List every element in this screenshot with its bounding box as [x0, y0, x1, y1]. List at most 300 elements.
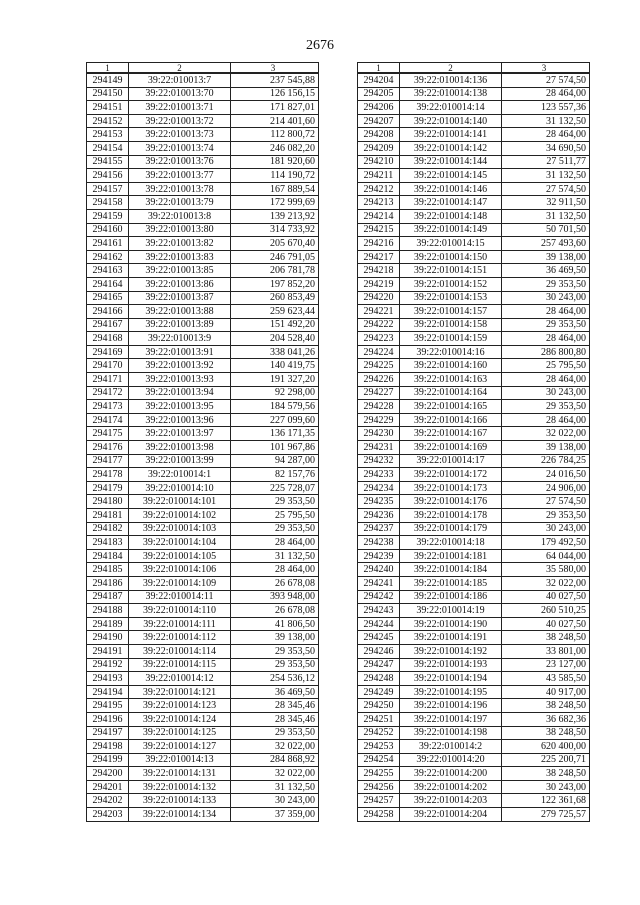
cadastral-number-cell: 39:22:010014:123 [129, 699, 231, 713]
value-cell: 393 948,00 [231, 590, 319, 604]
header-row [358, 63, 590, 74]
value-cell: 28 464,00 [502, 305, 590, 319]
row-number-cell: 294166 [87, 305, 129, 319]
cadastral-number-cell: 39:22:010013:92 [129, 359, 231, 373]
value-cell: 126 156,15 [231, 87, 319, 101]
cadastral-number-cell: 39:22:010014:159 [400, 332, 502, 346]
cadastral-number-cell: 39:22:010014:17 [400, 454, 502, 468]
cadastral-number-cell: 39:22:010013:76 [129, 155, 231, 169]
table-row [87, 468, 319, 482]
cadastral-number-cell: 39:22:010013:99 [129, 454, 231, 468]
table-body [358, 73, 590, 821]
table-row [358, 114, 590, 128]
cadastral-number-cell: 39:22:010014:121 [129, 685, 231, 699]
cadastral-number-cell: 39:22:010014:195 [400, 685, 502, 699]
cadastral-number-cell: 39:22:010014:152 [400, 277, 502, 291]
table-row [87, 576, 319, 590]
value-cell: 27 574,50 [502, 73, 590, 87]
table-row [358, 726, 590, 740]
value-cell: 184 579,56 [231, 400, 319, 414]
cadastral-number-cell: 39:22:010014:104 [129, 536, 231, 550]
table-row [358, 468, 590, 482]
table-row [87, 631, 319, 645]
table-row [87, 223, 319, 237]
cadastral-number-cell: 39:22:010014:141 [400, 128, 502, 142]
row-number-cell: 294170 [87, 359, 129, 373]
table-row [358, 182, 590, 196]
value-cell: 260 510,25 [502, 604, 590, 618]
cadastral-number-cell: 39:22:010014:163 [400, 373, 502, 387]
row-number-cell: 294258 [358, 808, 400, 822]
row-number-cell: 294250 [358, 699, 400, 713]
row-number-cell: 294213 [358, 196, 400, 210]
row-number-cell: 294246 [358, 644, 400, 658]
table-row [87, 441, 319, 455]
row-number-cell: 294252 [358, 726, 400, 740]
value-cell: 29 353,50 [502, 400, 590, 414]
row-number-cell: 294208 [358, 128, 400, 142]
row-number-cell: 294203 [87, 808, 129, 822]
row-number-cell: 294168 [87, 332, 129, 346]
row-number-cell: 294185 [87, 563, 129, 577]
cadastral-number-cell: 39:22:010014:185 [400, 576, 502, 590]
row-number-cell: 294178 [87, 468, 129, 482]
row-number-cell: 294163 [87, 264, 129, 278]
cadastral-number-cell: 39:22:010014:202 [400, 780, 502, 794]
table-row [87, 522, 319, 536]
row-number-cell: 294225 [358, 359, 400, 373]
cadastral-number-cell: 39:22:010014:19 [400, 604, 502, 618]
table-row [358, 644, 590, 658]
column-header: 3 [502, 63, 590, 74]
table-row [358, 87, 590, 101]
row-number-cell: 294231 [358, 441, 400, 455]
table-row [87, 318, 319, 332]
value-cell: 40 027,50 [502, 590, 590, 604]
cadastral-number-cell: 39:22:010014:147 [400, 196, 502, 210]
value-cell: 246 791,05 [231, 250, 319, 264]
row-number-cell: 294209 [358, 141, 400, 155]
row-number-cell: 294177 [87, 454, 129, 468]
value-cell: 41 806,50 [231, 617, 319, 631]
value-cell: 225 728,07 [231, 481, 319, 495]
table-row [87, 604, 319, 618]
value-cell: 92 298,00 [231, 386, 319, 400]
row-number-cell: 294192 [87, 658, 129, 672]
cadastral-number-cell: 39:22:010014:18 [400, 536, 502, 550]
table-row [358, 712, 590, 726]
value-cell: 30 243,00 [502, 386, 590, 400]
cadastral-number-cell: 39:22:010013:96 [129, 413, 231, 427]
table-row [358, 101, 590, 115]
value-cell: 179 492,50 [502, 536, 590, 550]
value-cell: 31 132,50 [502, 169, 590, 183]
row-number-cell: 294167 [87, 318, 129, 332]
row-number-cell: 294223 [358, 332, 400, 346]
value-cell: 338 041,26 [231, 345, 319, 359]
cadastral-number-cell: 39:22:010014:173 [400, 481, 502, 495]
table-row [358, 604, 590, 618]
value-cell: 171 827,01 [231, 101, 319, 115]
value-cell: 197 852,20 [231, 277, 319, 291]
cadastral-number-cell: 39:22:010013:85 [129, 264, 231, 278]
cadastral-number-cell: 39:22:010014:176 [400, 495, 502, 509]
table-row [87, 658, 319, 672]
table-row [358, 631, 590, 645]
table-row [358, 223, 590, 237]
row-number-cell: 294245 [358, 631, 400, 645]
value-cell: 29 353,50 [231, 644, 319, 658]
cadastral-number-cell: 39:22:010014:179 [400, 522, 502, 536]
row-number-cell: 294199 [87, 753, 129, 767]
value-cell: 112 800,72 [231, 128, 319, 142]
table-row [358, 332, 590, 346]
table-row [87, 128, 319, 142]
value-cell: 29 353,50 [231, 522, 319, 536]
cadastral-number-cell: 39:22:010013:7 [129, 73, 231, 87]
table-row [358, 522, 590, 536]
table-row [358, 264, 590, 278]
value-cell: 27 574,50 [502, 495, 590, 509]
row-number-cell: 294204 [358, 73, 400, 87]
value-cell: 32 022,00 [231, 740, 319, 754]
value-cell: 28 464,00 [502, 332, 590, 346]
cadastral-number-cell: 39:22:010014:10 [129, 481, 231, 495]
table-row [358, 209, 590, 223]
row-number-cell: 294256 [358, 780, 400, 794]
cadastral-number-cell: 39:22:010013:73 [129, 128, 231, 142]
cadastral-number-cell: 39:22:010014:115 [129, 658, 231, 672]
cadastral-number-cell: 39:22:010013:70 [129, 87, 231, 101]
cadastral-number-cell: 39:22:010014:178 [400, 509, 502, 523]
registry-table-left [86, 62, 319, 822]
cadastral-number-cell: 39:22:010014:144 [400, 155, 502, 169]
table-row [87, 808, 319, 822]
value-cell: 167 889,54 [231, 182, 319, 196]
table-row [358, 305, 590, 319]
cadastral-number-cell: 39:22:010014:165 [400, 400, 502, 414]
value-cell: 36 469,50 [231, 685, 319, 699]
cadastral-number-cell: 39:22:010014:181 [400, 549, 502, 563]
cadastral-number-cell: 39:22:010014:105 [129, 549, 231, 563]
cadastral-number-cell: 39:22:010014:13 [129, 753, 231, 767]
table-row [87, 617, 319, 631]
row-number-cell: 294154 [87, 141, 129, 155]
cadastral-number-cell: 39:22:010014:124 [129, 712, 231, 726]
cadastral-number-cell: 39:22:010014:103 [129, 522, 231, 536]
table-row [87, 332, 319, 346]
row-number-cell: 294160 [87, 223, 129, 237]
value-cell: 226 784,25 [502, 454, 590, 468]
value-cell: 35 580,00 [502, 563, 590, 577]
value-cell: 279 725,57 [502, 808, 590, 822]
cadastral-number-cell: 39:22:010014:111 [129, 617, 231, 631]
cadastral-number-cell: 39:22:010014:142 [400, 141, 502, 155]
row-number-cell: 294176 [87, 441, 129, 455]
table-row [87, 413, 319, 427]
cadastral-number-cell: 39:22:010014:192 [400, 644, 502, 658]
table-row [87, 73, 319, 87]
value-cell: 139 213,92 [231, 209, 319, 223]
table-row [358, 808, 590, 822]
row-number-cell: 294174 [87, 413, 129, 427]
value-cell: 237 545,88 [231, 73, 319, 87]
table-row [87, 481, 319, 495]
value-cell: 314 733,92 [231, 223, 319, 237]
table-row [358, 685, 590, 699]
value-cell: 259 623,44 [231, 305, 319, 319]
value-cell: 29 353,50 [231, 495, 319, 509]
row-number-cell: 294210 [358, 155, 400, 169]
table-row [87, 277, 319, 291]
row-number-cell: 294201 [87, 780, 129, 794]
table-row [358, 780, 590, 794]
row-number-cell: 294235 [358, 495, 400, 509]
value-cell: 39 138,00 [502, 441, 590, 455]
row-number-cell: 294173 [87, 400, 129, 414]
cadastral-number-cell: 39:22:010013:77 [129, 169, 231, 183]
table-row [358, 794, 590, 808]
table-row [87, 101, 319, 115]
value-cell: 29 353,50 [231, 726, 319, 740]
value-cell: 24 906,00 [502, 481, 590, 495]
row-number-cell: 294241 [358, 576, 400, 590]
cadastral-number-cell: 39:22:010014:12 [129, 672, 231, 686]
row-number-cell: 294189 [87, 617, 129, 631]
value-cell: 94 287,00 [231, 454, 319, 468]
table-row [87, 359, 319, 373]
value-cell: 28 464,00 [502, 128, 590, 142]
table-row [358, 699, 590, 713]
value-cell: 30 243,00 [231, 794, 319, 808]
row-number-cell: 294212 [358, 182, 400, 196]
row-number-cell: 294251 [358, 712, 400, 726]
row-number-cell: 294216 [358, 237, 400, 251]
cadastral-number-cell: 39:22:010014:149 [400, 223, 502, 237]
table-row [358, 291, 590, 305]
cadastral-number-cell: 39:22:010013:82 [129, 237, 231, 251]
cadastral-number-cell: 39:22:010014:148 [400, 209, 502, 223]
row-number-cell: 294186 [87, 576, 129, 590]
value-cell: 31 132,50 [231, 780, 319, 794]
value-cell: 39 138,00 [231, 631, 319, 645]
row-number-cell: 294202 [87, 794, 129, 808]
row-number-cell: 294188 [87, 604, 129, 618]
value-cell: 40 917,00 [502, 685, 590, 699]
table-row [87, 753, 319, 767]
row-number-cell: 294184 [87, 549, 129, 563]
value-cell: 43 585,50 [502, 672, 590, 686]
value-cell: 28 464,00 [231, 563, 319, 577]
value-cell: 214 401,60 [231, 114, 319, 128]
table-row [87, 305, 319, 319]
table-row [87, 345, 319, 359]
value-cell: 191 327,20 [231, 373, 319, 387]
table-row [358, 155, 590, 169]
row-number-cell: 294226 [358, 373, 400, 387]
table-row [358, 481, 590, 495]
value-cell: 39 138,00 [502, 250, 590, 264]
value-cell: 82 157,76 [231, 468, 319, 482]
cadastral-number-cell: 39:22:010014:191 [400, 631, 502, 645]
cadastral-number-cell: 39:22:010014:184 [400, 563, 502, 577]
cadastral-number-cell: 39:22:010014:11 [129, 590, 231, 604]
value-cell: 286 800,80 [502, 345, 590, 359]
row-number-cell: 294232 [358, 454, 400, 468]
row-number-cell: 294156 [87, 169, 129, 183]
row-number-cell: 294190 [87, 631, 129, 645]
row-number-cell: 294179 [87, 481, 129, 495]
column-header: 1 [358, 63, 400, 74]
value-cell: 28 464,00 [502, 413, 590, 427]
cadastral-number-cell: 39:22:010014:145 [400, 169, 502, 183]
value-cell: 122 361,68 [502, 794, 590, 808]
cadastral-number-cell: 39:22:010014:167 [400, 427, 502, 441]
table-row [358, 767, 590, 781]
table-row [87, 590, 319, 604]
table-row [358, 549, 590, 563]
value-cell: 28 464,00 [502, 87, 590, 101]
table-row [358, 400, 590, 414]
table-row [358, 576, 590, 590]
table-row [87, 699, 319, 713]
value-cell: 151 492,20 [231, 318, 319, 332]
value-cell: 28 345,46 [231, 712, 319, 726]
table-row [87, 454, 319, 468]
value-cell: 620 400,00 [502, 740, 590, 754]
row-number-cell: 294224 [358, 345, 400, 359]
row-number-cell: 294217 [358, 250, 400, 264]
row-number-cell: 294180 [87, 495, 129, 509]
value-cell: 30 243,00 [502, 780, 590, 794]
value-cell: 114 190,72 [231, 169, 319, 183]
registry-table-right [357, 62, 590, 822]
cadastral-number-cell: 39:22:010014:15 [400, 237, 502, 251]
value-cell: 33 801,00 [502, 644, 590, 658]
cadastral-number-cell: 39:22:010013:91 [129, 345, 231, 359]
row-number-cell: 294249 [358, 685, 400, 699]
row-number-cell: 294182 [87, 522, 129, 536]
cadastral-number-cell: 39:22:010014:158 [400, 318, 502, 332]
cadastral-number-cell: 39:22:010014:153 [400, 291, 502, 305]
value-cell: 24 016,50 [502, 468, 590, 482]
cadastral-number-cell: 39:22:010014:20 [400, 753, 502, 767]
value-cell: 30 243,00 [502, 291, 590, 305]
row-number-cell: 294198 [87, 740, 129, 754]
value-cell: 23 127,00 [502, 658, 590, 672]
table-row [87, 114, 319, 128]
table-row [87, 740, 319, 754]
table-row [358, 169, 590, 183]
table-row [87, 563, 319, 577]
value-cell: 205 670,40 [231, 237, 319, 251]
header-row [87, 63, 319, 74]
table-row [87, 400, 319, 414]
cadastral-number-cell: 39:22:010014:194 [400, 672, 502, 686]
table-row [358, 128, 590, 142]
value-cell: 31 132,50 [502, 114, 590, 128]
value-cell: 29 353,50 [502, 277, 590, 291]
value-cell: 38 248,50 [502, 767, 590, 781]
value-cell: 27 511,77 [502, 155, 590, 169]
value-cell: 204 528,40 [231, 332, 319, 346]
value-cell: 225 200,71 [502, 753, 590, 767]
cadastral-number-cell: 39:22:010014:112 [129, 631, 231, 645]
row-number-cell: 294200 [87, 767, 129, 781]
cadastral-number-cell: 39:22:010013:93 [129, 373, 231, 387]
row-number-cell: 294238 [358, 536, 400, 550]
table-row [358, 441, 590, 455]
cadastral-number-cell: 39:22:010014:146 [400, 182, 502, 196]
table-row [358, 427, 590, 441]
row-number-cell: 294237 [358, 522, 400, 536]
value-cell: 36 682,36 [502, 712, 590, 726]
cadastral-number-cell: 39:22:010014:204 [400, 808, 502, 822]
row-number-cell: 294152 [87, 114, 129, 128]
row-number-cell: 294164 [87, 277, 129, 291]
value-cell: 26 678,08 [231, 604, 319, 618]
value-cell: 38 248,50 [502, 699, 590, 713]
value-cell: 123 557,36 [502, 101, 590, 115]
row-number-cell: 294227 [358, 386, 400, 400]
cadastral-number-cell: 39:22:010014:164 [400, 386, 502, 400]
cadastral-number-cell: 39:22:010013:9 [129, 332, 231, 346]
row-number-cell: 294161 [87, 237, 129, 251]
value-cell: 26 678,08 [231, 576, 319, 590]
row-number-cell: 294234 [358, 481, 400, 495]
column-header: 1 [87, 63, 129, 74]
value-cell: 32 022,00 [231, 767, 319, 781]
value-cell: 64 044,00 [502, 549, 590, 563]
cadastral-number-cell: 39:22:010013:74 [129, 141, 231, 155]
table-row [358, 359, 590, 373]
value-cell: 36 469,50 [502, 264, 590, 278]
table-row [358, 563, 590, 577]
table-row [87, 712, 319, 726]
row-number-cell: 294257 [358, 794, 400, 808]
cadastral-number-cell: 39:22:010013:72 [129, 114, 231, 128]
value-cell: 32 022,00 [502, 576, 590, 590]
cadastral-number-cell: 39:22:010014:186 [400, 590, 502, 604]
row-number-cell: 294195 [87, 699, 129, 713]
cadastral-number-cell: 39:22:010014:150 [400, 250, 502, 264]
cadastral-number-cell: 39:22:010013:83 [129, 250, 231, 264]
cadastral-number-cell: 39:22:010013:78 [129, 182, 231, 196]
table-row [87, 780, 319, 794]
row-number-cell: 294149 [87, 73, 129, 87]
table-row [87, 196, 319, 210]
row-number-cell: 294162 [87, 250, 129, 264]
table-row [87, 250, 319, 264]
row-number-cell: 294247 [358, 658, 400, 672]
cadastral-number-cell: 39:22:010014:166 [400, 413, 502, 427]
value-cell: 260 853,49 [231, 291, 319, 305]
table-row [87, 237, 319, 251]
cadastral-number-cell: 39:22:010014:106 [129, 563, 231, 577]
row-number-cell: 294155 [87, 155, 129, 169]
row-number-cell: 294207 [358, 114, 400, 128]
row-number-cell: 294206 [358, 101, 400, 115]
value-cell: 34 690,50 [502, 141, 590, 155]
table-row [358, 617, 590, 631]
cadastral-number-cell: 39:22:010014:169 [400, 441, 502, 455]
table-row [358, 345, 590, 359]
cadastral-number-cell: 39:22:010014:133 [129, 794, 231, 808]
cadastral-number-cell: 39:22:010014:16 [400, 345, 502, 359]
value-cell: 136 171,35 [231, 427, 319, 441]
cadastral-number-cell: 39:22:010014:14 [400, 101, 502, 115]
cadastral-number-cell: 39:22:010014:101 [129, 495, 231, 509]
